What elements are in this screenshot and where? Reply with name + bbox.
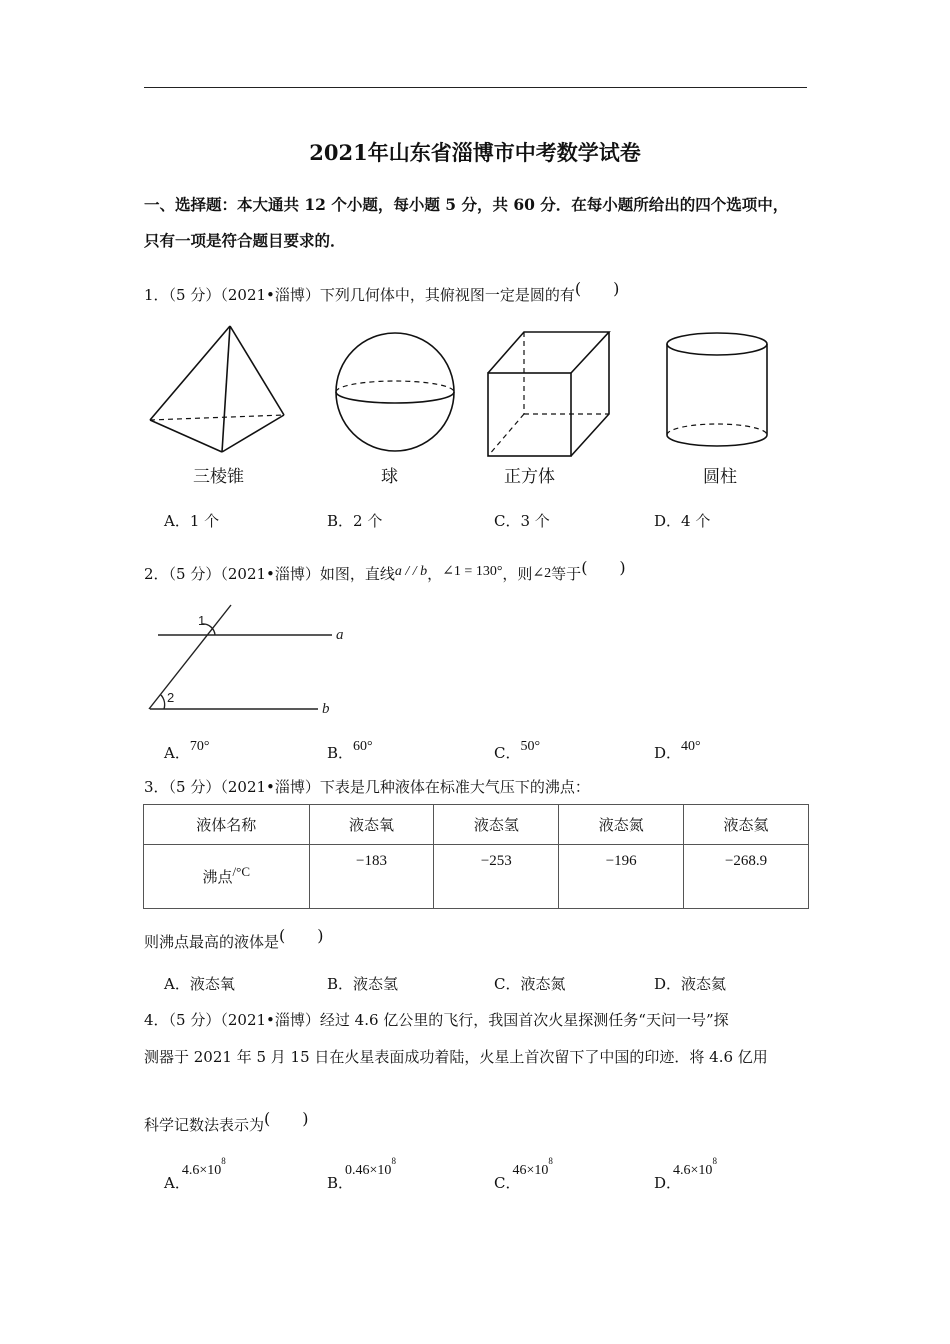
q4-option-d-exp: 8 bbox=[712, 1156, 717, 1166]
q3-option-d[interactable]: D．液态氦 bbox=[654, 975, 727, 993]
cube-icon bbox=[488, 332, 609, 456]
q4-answer-blank: ( ) bbox=[264, 1109, 309, 1128]
q2-answer-blank: ( ) bbox=[581, 558, 626, 577]
q2-stem-prefix: 2．（5 分）（2021•淄博）如图，直线 bbox=[144, 565, 395, 583]
q4-option-d-base: 4.6×10 bbox=[673, 1163, 713, 1178]
triangular-pyramid-icon bbox=[150, 326, 284, 452]
q4-stem-line1: 4．（5 分）（2021•淄博）经过 4.6 亿公里的飞行，我国首次火星探测任务“天问一号”探 bbox=[144, 1011, 729, 1029]
q1-option-b[interactable]: B．2 个 bbox=[327, 512, 383, 530]
table-header-cell: 液态氦 bbox=[684, 805, 809, 845]
table-header-cell: 液体名称 bbox=[144, 805, 310, 845]
boiling-value: −196 bbox=[605, 853, 637, 869]
boiling-point-table bbox=[143, 804, 809, 909]
q1-option-d[interactable]: D．4 个 bbox=[654, 512, 711, 530]
boiling-value: −253 bbox=[480, 853, 512, 869]
q1-shape-label-sphere: 球 bbox=[381, 467, 398, 486]
q4-option-a-letter: A． bbox=[164, 1174, 190, 1192]
section-header-line2: 只有一项是符合题目要求的． bbox=[144, 231, 346, 250]
q4-option-c-letter: C． bbox=[494, 1174, 521, 1192]
q1-stem-text: 1．（5 分）（2021•淄博）下列几何体中，其俯视图一定是圆的有 bbox=[144, 286, 575, 304]
q2-option-b[interactable] bbox=[327, 739, 373, 763]
q4-option-b-letter: B． bbox=[327, 1174, 354, 1192]
table-header-cell: 液态氢 bbox=[434, 805, 559, 845]
q4-stem-line3 bbox=[144, 1109, 309, 1135]
angle-2-arc bbox=[161, 695, 165, 709]
q1-option-c[interactable]: C．3 个 bbox=[494, 512, 550, 530]
section-header-line1: 一、选择题：本大通共 12 个小题，每小题 5 分，共 60 分．在每小题所给出的四个选项中， bbox=[144, 195, 789, 214]
q2-math-angle2: ∠2 bbox=[532, 566, 552, 581]
q2-option-a[interactable] bbox=[164, 739, 210, 763]
q3-question bbox=[144, 926, 324, 952]
boiling-value: −268.9 bbox=[724, 853, 768, 869]
q2-option-a-value: 70° bbox=[189, 739, 210, 754]
q2-option-d-letter: D． bbox=[654, 744, 682, 762]
cylinder-icon bbox=[667, 333, 767, 446]
table-header-row bbox=[144, 805, 809, 845]
line-b-label: b bbox=[322, 701, 330, 717]
q2-option-c[interactable] bbox=[494, 739, 541, 763]
q4-option-c-base: 46×10 bbox=[512, 1163, 549, 1178]
q1-shape-label-cube: 正方体 bbox=[504, 467, 555, 486]
q4-option-c-exp: 8 bbox=[548, 1156, 553, 1166]
row-label-unit: /°C bbox=[232, 864, 251, 879]
q1-shape-label-cylinder: 圆柱 bbox=[703, 467, 737, 486]
q2-option-b-letter: B． bbox=[327, 744, 354, 762]
q1-shape-label-pyramid: 三棱锥 bbox=[193, 467, 244, 486]
q4-option-d-letter: D． bbox=[654, 1174, 682, 1192]
table-header-cell: 液态氮 bbox=[559, 805, 684, 845]
table-row bbox=[144, 845, 809, 909]
q3-answer-blank: ( ) bbox=[279, 926, 324, 945]
line-a-label: a bbox=[336, 627, 344, 643]
q2-stem-suffix: 等于 bbox=[551, 565, 582, 583]
exam-title: 2021年山东省淄博市中考数学试卷 bbox=[309, 140, 641, 165]
q1-option-a[interactable]: A．1 个 bbox=[164, 512, 220, 530]
q2-stem bbox=[144, 558, 626, 584]
q2-option-d-value: 40° bbox=[681, 739, 701, 754]
q4-option-a-exp: 8 bbox=[221, 1156, 226, 1166]
angle-2-label: 2 bbox=[167, 690, 175, 705]
q3-question-text: 则沸点最高的液体是 bbox=[144, 933, 280, 951]
row-label-text: 沸点 bbox=[202, 870, 233, 886]
header-rule bbox=[144, 87, 807, 88]
table-cell bbox=[684, 845, 809, 909]
table-cell bbox=[309, 845, 434, 909]
table-cell bbox=[559, 845, 684, 909]
q3-option-b[interactable]: B．液态氢 bbox=[327, 975, 399, 993]
q2-comma: ， bbox=[427, 565, 443, 583]
q2-option-a-letter: A． bbox=[164, 744, 190, 762]
q2-option-b-value: 60° bbox=[353, 739, 373, 754]
table-cell bbox=[434, 845, 559, 909]
q2-option-c-letter: C． bbox=[494, 744, 521, 762]
q1-stem bbox=[144, 279, 620, 305]
q4-stem-line3-text: 科学记数法表示为 bbox=[144, 1116, 265, 1134]
q4-option-a-base: 4.6×10 bbox=[181, 1163, 222, 1178]
q2-option-c-value: 50° bbox=[520, 739, 541, 754]
q3-option-a[interactable]: A．液态氧 bbox=[164, 975, 235, 993]
sphere-icon bbox=[336, 333, 454, 451]
table-row-label bbox=[144, 845, 310, 909]
q4-option-b-base: 0.46×10 bbox=[345, 1163, 392, 1178]
transversal-line bbox=[149, 605, 231, 709]
q2-parallel-lines-figure bbox=[140, 598, 350, 722]
angle-1-label: 1 bbox=[198, 613, 206, 628]
q4-stem-line2: 测器于 2021 年 5 月 15 日在火星表面成功着陆，火星上首次留下了中国的印迹．将 4.6 亿用 bbox=[144, 1048, 768, 1066]
q2-stem-mid: ，则 bbox=[502, 565, 533, 583]
q3-stem: 3．（5 分）（2021•淄博）下表是几种液体在标准大气压下的沸点： bbox=[144, 778, 590, 796]
q2-math-parallel: a / / b bbox=[394, 564, 428, 579]
q1-answer-blank: ( ) bbox=[574, 279, 620, 298]
table-header-cell: 液态氧 bbox=[309, 805, 434, 845]
q1-solids-figure bbox=[140, 318, 800, 463]
q3-option-c[interactable]: C．液态氮 bbox=[494, 975, 566, 993]
q2-option-d[interactable] bbox=[654, 739, 701, 763]
q2-math-angle1: ∠1 = 130° bbox=[442, 564, 503, 579]
q4-option-b-exp: 8 bbox=[391, 1156, 396, 1166]
boiling-value: −183 bbox=[355, 853, 387, 869]
